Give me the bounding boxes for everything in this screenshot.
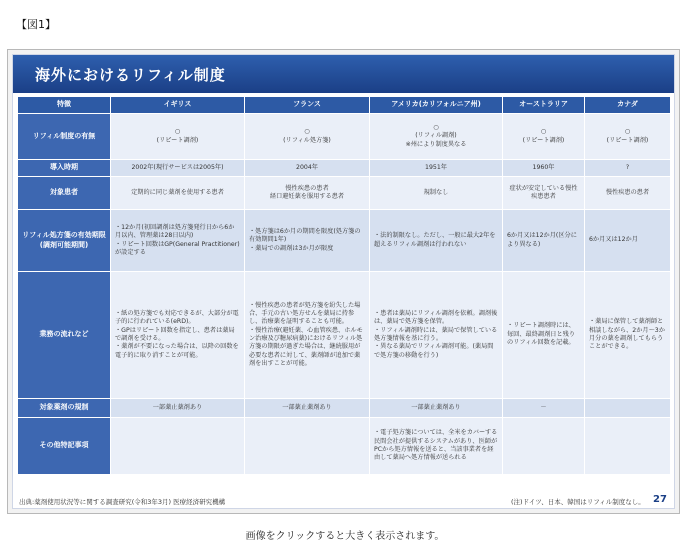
table-row [18,418,671,475]
table-cell: ・薬局に保管して薬剤師と相談しながら、2か月～3か月分の薬を調剤してもらうことができる。 [585,272,671,399]
table-cell: ? [585,160,671,177]
table-cell [585,399,671,418]
table-cell: ○ (リフィル処方箋) [245,114,370,160]
table-row [18,160,671,177]
header-cell: 特徴 [18,97,111,114]
table-cell [585,418,671,475]
header-cell: オーストラリア [503,97,585,114]
slide-title: 海外におけるリフィル制度 [35,66,226,84]
table-cell: ○ (リピート調剤) [111,114,245,160]
image-caption: 画像をクリックすると大きく表示されます。 [245,531,445,542]
table-cell: 定期的に同じ薬剤を使用する患者 [111,177,245,210]
table-cell: 症状が安定している慢性疾患患者 [503,177,585,210]
table-cell: 1951年 [370,160,503,177]
table-cell: 一部薬止薬剤あり [370,399,503,418]
table-cell: 慢性疾患の患者 経口避妊薬を服用する患者 [245,177,370,210]
header-cell: アメリカ(カリフォルニア州) [370,97,503,114]
header-cell: イギリス [111,97,245,114]
table-cell: ・処方箋は6か月の期間を限度(処方箋の有効期間1年) ・薬局での調剤は3か月が限度 [245,210,370,272]
table-cell: 慢性疾患の患者 [585,177,671,210]
table-cell: ・12か月(初回調剤は処方箋発行日から6か月以内、管理薬は28日以内) ・リピート回数はGP(General Practitioner)が設定する [111,210,245,272]
table-row [18,272,671,399]
row-label: その他特記事項 [18,418,111,475]
table-header-row [18,97,671,114]
row-label: 対象薬剤の規制 [18,399,111,418]
table-cell: 1960年 [503,160,585,177]
row-label: 業務の流れなど [18,272,111,399]
table-cell: ・リピート調剤時には、毎回、最終調剤日と残りのリフィル回数を記載。 [503,272,585,399]
header-cell: カナダ [585,97,671,114]
row-label: リフィル制度の有無 [18,114,111,160]
table-cell [245,418,370,475]
comparison-table [17,96,671,475]
table-cell: 規制なし [370,177,503,210]
table-cell: 一部薬止薬剤あり [111,399,245,418]
row-label: リフィル処方箋の有効期限(調剤可能期間) [18,210,111,272]
table-cell: 一部薬止薬剤あり [245,399,370,418]
slide[interactable] [12,54,675,509]
footer-source: 出典:薬剤使用状況等に関する調査研究(令和3年3月) 医療経済研究機構 [19,498,226,506]
table-cell: 2004年 [245,160,370,177]
table-cell: ○ (リフィル調剤) ※州により制度異なる [370,114,503,160]
table-cell [503,418,585,475]
title-bar [13,55,674,93]
table-row [18,177,671,210]
table-cell: ・法的制限なし。ただし、一般に最大2年を超えるリフィル調剤は行われない [370,210,503,272]
table-row [18,114,671,160]
header-cell: フランス [245,97,370,114]
row-label: 導入時期 [18,160,111,177]
table-cell [111,418,245,475]
table-cell: 6か月又は12か月 [585,210,671,272]
footer-note: (注)ドイツ、日本、韓国はリフィル制度なし。 [511,498,645,506]
table-row [18,399,671,418]
table-cell: ・患者は薬局にリフィル調剤を依頼。調剤後は、薬局で処方箋を保管。 ・リフィル調剤時には、薬局で保管している処方箋情報を基に行う。 ・異なる薬局でリフィル調剤可能。(薬局間で処方箋の移動を行う) [370,272,503,399]
table-row [18,210,671,272]
table-cell: ・慢性疾患の患者が処方箋を紛失した場合、手元の古い処方せんを薬局に持参し、治療薬を証明することも可能。 ・慢性治療(避妊薬、心血管疾患、ホルモン治療及び糖尿病薬)におけるリフィル処方箋の期限が過ぎた場合は、継続服用が必要な患者に対して、薬剤師が追加で薬剤を出すことが可能。 [245,272,370,399]
table-cell: 6か月又は12か月(区分により異なる) [503,210,585,272]
figure-label: 【図1】 [16,18,56,31]
table-cell: ・電子処方箋については、全米をカバーする民間会社が提供するシステムがあり、医師がPCから処方情報を送ると、当該事業者を経由して薬局へ処方情報が送られる [370,418,503,475]
row-label: 対象患者 [18,177,111,210]
page-number: 27 [653,494,667,505]
table-cell: ・紙の処方箋でも対応できるが、大部分が電子的に行われている(eRD)。 ・GPはリピート回数を指定し、患者は薬局で調剤を受ける。 ・薬剤が不要になった場合は、以降の回数を電子的に取り消すことが可能。 [111,272,245,399]
table-cell: － [503,399,585,418]
table-cell: 2002年(現行サービスは2005年) [111,160,245,177]
table-cell: ○ (リピート調剤) [503,114,585,160]
table-cell: ○ (リピート調剤) [585,114,671,160]
